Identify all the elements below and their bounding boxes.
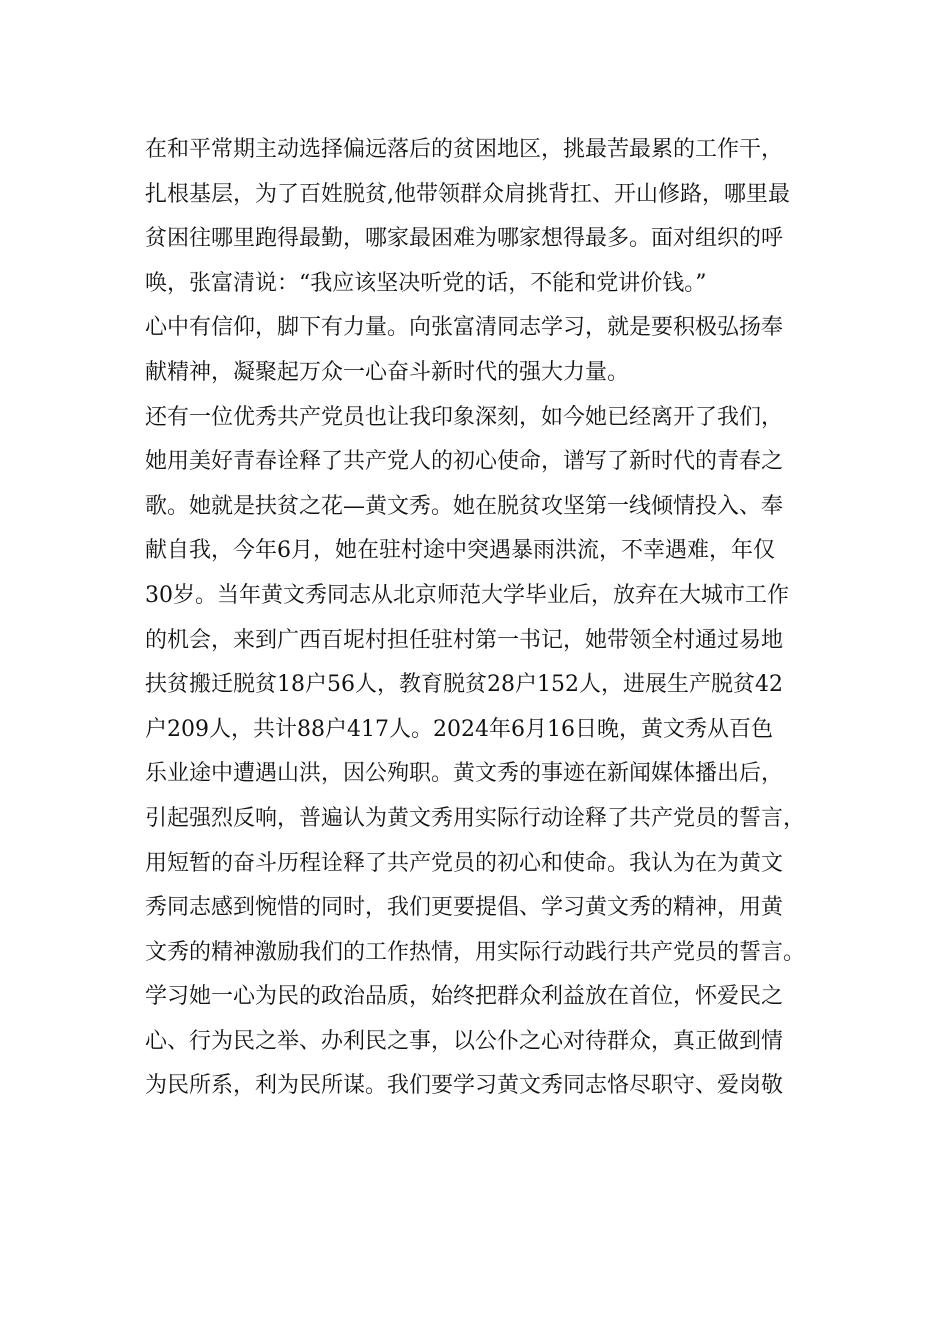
text-line: 为民所系，利为民所谋。我们要学习黄文秀同志恪尽职守、爱岗敬: [145, 1073, 784, 1099]
text-line: 户209人，共计88户417人。2024年6月16日晚，黄文秀从百色: [145, 716, 773, 742]
text-line: 贫困往哪里跑得最勤，哪家最困难为哪家想得最多。面对组织的呼: [145, 226, 784, 252]
text-line: 还有一位优秀共产党员也让我印象深刻，如今她已经离开了我们，: [145, 404, 784, 430]
text-line: 引起强烈反响，普遍认为黄文秀用实际行动诠释了共产党员的誓言，: [145, 805, 806, 831]
text-line: 秀同志感到惋惜的同时，我们更要提倡、学习黄文秀的精神，用黄: [145, 895, 784, 921]
text-line: 她用美好青春诠释了共产党人的初心使命，谱写了新时代的青春之: [145, 449, 784, 475]
text-line: 文秀的精神激励我们的工作热情，用实际行动践行共产党员的誓言。: [145, 939, 806, 965]
text-line: 歌。她就是扶贫之花—黄文秀。她在脱贫攻坚第一线倾情投入、奉: [145, 493, 784, 519]
text-line: 唤，张富清说：“我应该坚决听党的话，不能和党讲价钱。”: [145, 270, 707, 296]
text-line: 扎根基层，为了百姓脱贫,他带领群众肩挑背扛、开山修路，哪里最: [145, 181, 790, 207]
body-text: [145, 128, 835, 1109]
text-line: 30岁。当年黄文秀同志从北京师范大学毕业后，放弃在大城市工作: [145, 582, 789, 608]
text-line: 心、行为民之举、办利民之事，以公仆之心对待群众，真正做到情: [145, 1028, 784, 1054]
text-line: 的机会，来到广西百坭村担任驻村第一书记，她带领全村通过易地: [145, 627, 784, 653]
text-line: 学习她一心为民的政治品质，始终把群众利益放在首位，怀爱民之: [145, 984, 784, 1010]
text-line: 乐业途中遭遇山洪，因公殉职。黄文秀的事迹在新闻媒体播出后，: [145, 761, 784, 787]
text-line: 献自我，今年6月，她在驻村途中突遇暴雨洪流，不幸遇难，年仅: [145, 538, 775, 564]
text-line: 用短暂的奋斗历程诠释了共产党员的初心和使命。我认为在为黄文: [145, 850, 784, 876]
text-line: 在和平常期主动选择偏远落后的贫困地区，挑最苦最累的工作干，: [145, 137, 784, 162]
text-line: 心中有信仰，脚下有力量。向张富清同志学习，就是要积极弘扬奉: [145, 315, 784, 341]
text-line: 献精神，凝聚起万众一心奋斗新时代的强大力量。: [145, 359, 630, 385]
text-line: 扶贫搬迁脱贫18户56人，教育脱贫28户152人，进展生产脱贫42: [145, 672, 783, 698]
